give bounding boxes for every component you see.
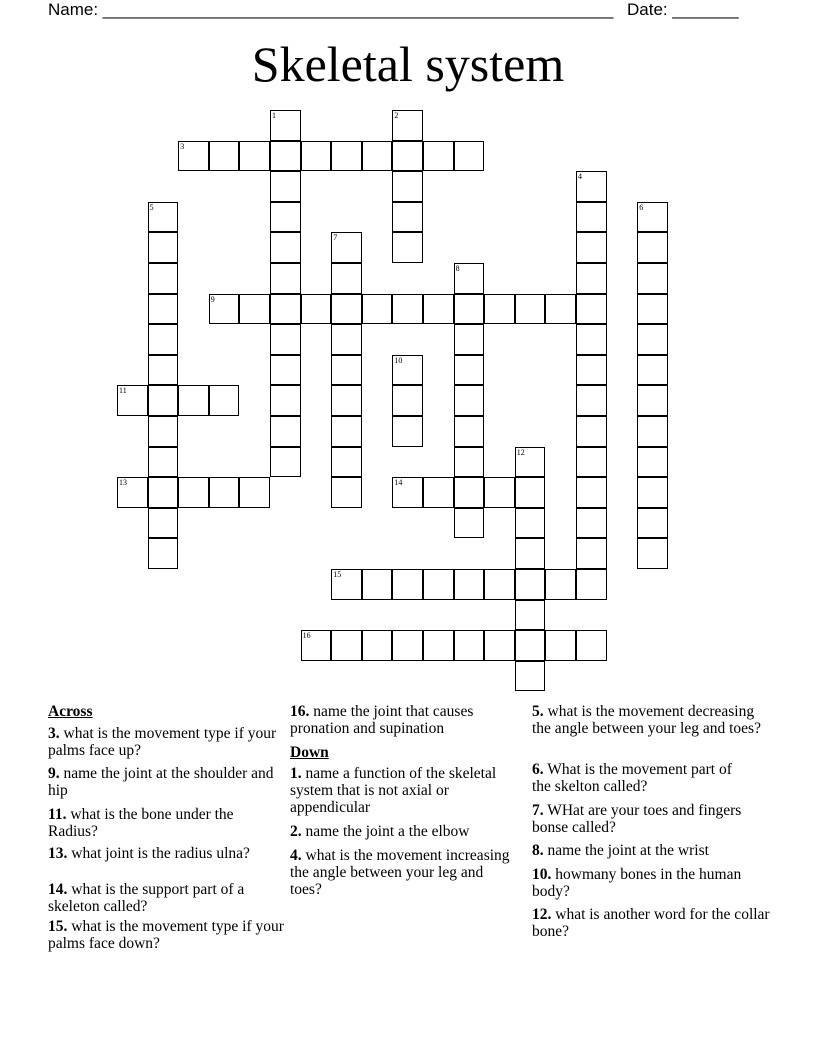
grid-cell[interactable]	[637, 294, 668, 325]
grid-cell[interactable]	[545, 630, 576, 661]
clue-number: 7.	[532, 802, 544, 819]
grid-cell[interactable]	[331, 232, 362, 263]
clue-down-6	[532, 761, 747, 795]
grid-cell[interactable]	[637, 538, 668, 569]
grid-cell[interactable]	[576, 538, 607, 569]
across-heading: Across	[48, 703, 93, 720]
grid-cell[interactable]	[454, 477, 485, 508]
grid-cell[interactable]	[270, 141, 301, 172]
grid-cell[interactable]	[484, 630, 515, 661]
grid-cell[interactable]	[331, 324, 362, 355]
grid-cell[interactable]	[209, 385, 240, 416]
grid-cell[interactable]	[423, 630, 454, 661]
clue-number: 14.	[48, 881, 68, 898]
down-heading: Down	[290, 744, 329, 761]
grid-cell[interactable]	[637, 355, 668, 386]
grid-cell[interactable]	[270, 202, 301, 233]
clue-number: 11.	[48, 806, 67, 823]
grid-cell[interactable]	[576, 263, 607, 294]
name-field[interactable]: Name: ______________________________________________________	[48, 0, 614, 19]
grid-cell[interactable]	[301, 294, 332, 325]
clue-text: what is the movement increasing the angle between your leg and toes?	[290, 847, 510, 898]
grid-cell[interactable]	[484, 477, 515, 508]
clue-text: what is the movement decreasing the angle between your leg and toes?	[532, 703, 761, 737]
clue-across-3	[48, 725, 286, 759]
clue-down-4	[290, 847, 515, 898]
grid-cell[interactable]	[270, 447, 301, 478]
grid-cell[interactable]	[576, 232, 607, 263]
clue-text: What is the movement part of the skelton called?	[532, 761, 732, 795]
grid-cell[interactable]	[331, 355, 362, 386]
grid-cell[interactable]	[362, 569, 393, 600]
grid-cell[interactable]	[423, 569, 454, 600]
cell-number: 13	[119, 478, 127, 488]
date-field[interactable]: Date: _______	[627, 0, 739, 19]
grid-cell[interactable]	[270, 385, 301, 416]
clue-text: name a function of the skeletal system that is not axial or appendicular	[290, 765, 497, 816]
grid-cell[interactable]	[637, 324, 668, 355]
grid-cell[interactable]	[392, 110, 423, 141]
grid-cell[interactable]	[454, 569, 485, 600]
grid-cell[interactable]	[576, 477, 607, 508]
grid-cell[interactable]	[392, 630, 423, 661]
grid-cell[interactable]	[637, 232, 668, 263]
grid-cell[interactable]	[637, 202, 668, 233]
clue-across-13	[48, 845, 273, 862]
grid-cell[interactable]	[423, 141, 454, 172]
grid-cell[interactable]	[178, 141, 209, 172]
grid-cell[interactable]	[331, 630, 362, 661]
grid-cell[interactable]	[148, 508, 179, 539]
grid-cell[interactable]	[148, 477, 179, 508]
clue-across-14	[48, 881, 286, 915]
clue-number: 3.	[48, 725, 60, 742]
grid-cell[interactable]	[515, 477, 546, 508]
grid-cell[interactable]	[270, 324, 301, 355]
cell-number: 5	[149, 202, 154, 212]
clue-number: 10.	[532, 866, 552, 883]
clue-text: name the joint that causes pronation and supination	[290, 703, 474, 737]
cell-number: 16	[302, 631, 311, 641]
grid-cell[interactable]	[515, 294, 546, 325]
grid-cell[interactable]	[270, 263, 301, 294]
grid-cell[interactable]	[637, 416, 668, 447]
grid-cell[interactable]	[515, 538, 546, 569]
cell-number: 7	[333, 233, 338, 243]
grid-cell[interactable]	[392, 294, 423, 325]
grid-cell[interactable]	[270, 232, 301, 263]
clue-down-7	[532, 802, 747, 836]
cell-number: 12	[516, 447, 525, 457]
cell-number: 9	[210, 294, 215, 304]
grid-cell[interactable]	[148, 263, 179, 294]
grid-cell[interactable]	[239, 477, 270, 508]
clue-number: 15.	[48, 918, 68, 935]
grid-cell[interactable]	[331, 263, 362, 294]
grid-cell[interactable]	[331, 416, 362, 447]
clue-number: 2.	[290, 823, 302, 840]
grid-cell[interactable]	[301, 141, 332, 172]
grid-cell[interactable]	[454, 141, 485, 172]
grid-cell[interactable]	[576, 569, 607, 600]
cell-number: 4	[578, 172, 582, 182]
clue-across-16	[290, 703, 528, 737]
grid-cell[interactable]	[392, 355, 423, 386]
grid-cell[interactable]	[515, 600, 546, 631]
grid-cell[interactable]	[239, 294, 270, 325]
clue-number: 12.	[532, 906, 552, 923]
grid-cell[interactable]	[331, 569, 362, 600]
grid-cell[interactable]	[148, 385, 179, 416]
grid-cell[interactable]	[148, 232, 179, 263]
clue-down-5	[532, 703, 770, 737]
grid-cell[interactable]	[331, 294, 362, 325]
clue-text: howmany bones in the human body?	[532, 866, 742, 900]
clue-down-8	[532, 842, 770, 859]
grid-cell[interactable]	[545, 294, 576, 325]
grid-cell[interactable]	[331, 447, 362, 478]
clue-number: 16.	[290, 703, 310, 720]
grid-cell[interactable]	[392, 385, 423, 416]
grid-cell[interactable]	[148, 355, 179, 386]
grid-cell[interactable]	[576, 355, 607, 386]
grid-cell[interactable]	[515, 508, 546, 539]
grid-cell[interactable]	[576, 202, 607, 233]
cell-number: 15	[333, 570, 342, 579]
grid-cell[interactable]	[392, 141, 423, 172]
grid-cell[interactable]	[637, 385, 668, 416]
grid-cell[interactable]	[484, 569, 515, 600]
clue-text: WHat are your toes and fingers bonse called?	[532, 802, 742, 836]
grid-cell[interactable]	[454, 355, 485, 386]
clue-text: what is the movement type if your palms face down?	[48, 918, 284, 952]
grid-cell[interactable]	[331, 385, 362, 416]
grid-cell[interactable]	[423, 477, 454, 508]
grid-cell[interactable]	[148, 538, 179, 569]
grid-cell[interactable]	[270, 171, 301, 202]
grid-cell[interactable]	[209, 141, 240, 172]
grid-cell[interactable]	[576, 508, 607, 539]
clue-number: 6.	[532, 761, 544, 778]
grid-cell[interactable]	[454, 630, 485, 661]
clue-down-2	[290, 823, 528, 840]
grid-cell[interactable]	[576, 171, 607, 202]
grid-cell[interactable]	[301, 630, 332, 661]
clue-number: 5.	[532, 703, 544, 720]
grid-cell[interactable]	[392, 232, 423, 263]
grid-cell[interactable]	[392, 202, 423, 233]
grid-cell[interactable]	[270, 355, 301, 386]
clue-across-9	[48, 765, 286, 799]
grid-cell[interactable]	[515, 661, 546, 692]
grid-cell[interactable]	[362, 141, 393, 172]
clue-number: 13.	[48, 845, 68, 862]
grid-cell[interactable]	[270, 294, 301, 325]
grid-cell[interactable]	[545, 569, 576, 600]
grid-cell[interactable]	[331, 477, 362, 508]
clue-number: 4.	[290, 847, 302, 864]
cell-number: 3	[180, 141, 185, 151]
grid-cell[interactable]	[178, 477, 209, 508]
clue-number: 1.	[290, 765, 302, 782]
cell-number: 6	[639, 202, 644, 212]
clue-number: 8.	[532, 842, 544, 859]
grid-cell[interactable]	[576, 385, 607, 416]
grid-cell[interactable]	[454, 385, 485, 416]
cell-number: 14	[394, 478, 403, 488]
grid-cell[interactable]	[148, 324, 179, 355]
clue-text: what is the bone under the Radius?	[48, 806, 234, 840]
clue-text: what is the support part of a skeleton called?	[48, 881, 245, 915]
page-title: Skeletal system	[251, 36, 565, 92]
clue-text: what joint is the radius ulna?	[71, 845, 250, 862]
clue-down-12	[532, 906, 770, 940]
cell-number: 1	[272, 111, 276, 120]
grid-cell[interactable]	[362, 630, 393, 661]
clue-down-10	[532, 866, 747, 900]
grid-cell[interactable]	[454, 294, 485, 325]
clue-text: name the joint a the elbow	[305, 823, 470, 840]
clue-text: name the joint at the shoulder and hip	[48, 765, 274, 799]
grid-cell[interactable]	[637, 508, 668, 539]
grid-cell[interactable]	[423, 294, 454, 325]
grid-cell[interactable]	[576, 447, 607, 478]
grid-cell[interactable]	[576, 324, 607, 355]
grid-cell[interactable]	[454, 416, 485, 447]
grid-cell[interactable]	[454, 263, 485, 294]
clue-across-15	[48, 918, 286, 952]
grid-cell[interactable]	[637, 447, 668, 478]
grid-cell[interactable]	[392, 416, 423, 447]
grid-cell[interactable]	[209, 294, 240, 325]
grid-cell[interactable]	[148, 294, 179, 325]
clue-down-1	[290, 765, 520, 816]
grid-cell[interactable]	[576, 416, 607, 447]
grid-cell[interactable]	[392, 569, 423, 600]
grid-cell[interactable]	[576, 294, 607, 325]
grid-cell[interactable]	[576, 630, 607, 661]
cell-number: 8	[455, 264, 460, 273]
grid-cell[interactable]	[392, 171, 423, 202]
grid-cell[interactable]	[454, 508, 485, 539]
grid-cell[interactable]	[117, 477, 148, 508]
grid-cell[interactable]	[637, 263, 668, 294]
grid-cell[interactable]	[148, 416, 179, 447]
clue-across-11	[48, 806, 286, 840]
cell-number: 11	[119, 386, 127, 396]
grid-cell[interactable]	[239, 141, 270, 172]
clue-number: 9.	[48, 765, 60, 782]
grid-cell[interactable]	[148, 447, 179, 478]
grid-cell[interactable]	[484, 294, 515, 325]
grid-cell[interactable]	[362, 294, 393, 325]
clue-text: name the joint at the wrist	[547, 842, 709, 859]
grid-cell[interactable]	[392, 477, 423, 508]
grid-cell[interactable]	[637, 477, 668, 508]
grid-cell[interactable]	[515, 630, 546, 661]
grid-cell[interactable]	[454, 447, 485, 478]
clue-text: what is the movement type if your palms face up?	[48, 725, 277, 759]
grid-cell[interactable]	[178, 385, 209, 416]
grid-cell[interactable]	[270, 110, 301, 141]
cell-number: 2	[394, 111, 399, 120]
cell-number: 10	[394, 355, 403, 365]
grid-cell[interactable]	[148, 202, 179, 233]
clue-text: what is another word for the collar bone?	[532, 906, 770, 940]
grid-cell[interactable]	[209, 477, 240, 508]
grid-cell[interactable]	[270, 416, 301, 447]
grid-cell[interactable]	[515, 447, 546, 478]
grid-cell[interactable]	[117, 385, 148, 416]
grid-cell[interactable]	[454, 324, 485, 355]
grid-cell[interactable]	[515, 569, 546, 600]
grid-cell[interactable]	[331, 141, 362, 172]
